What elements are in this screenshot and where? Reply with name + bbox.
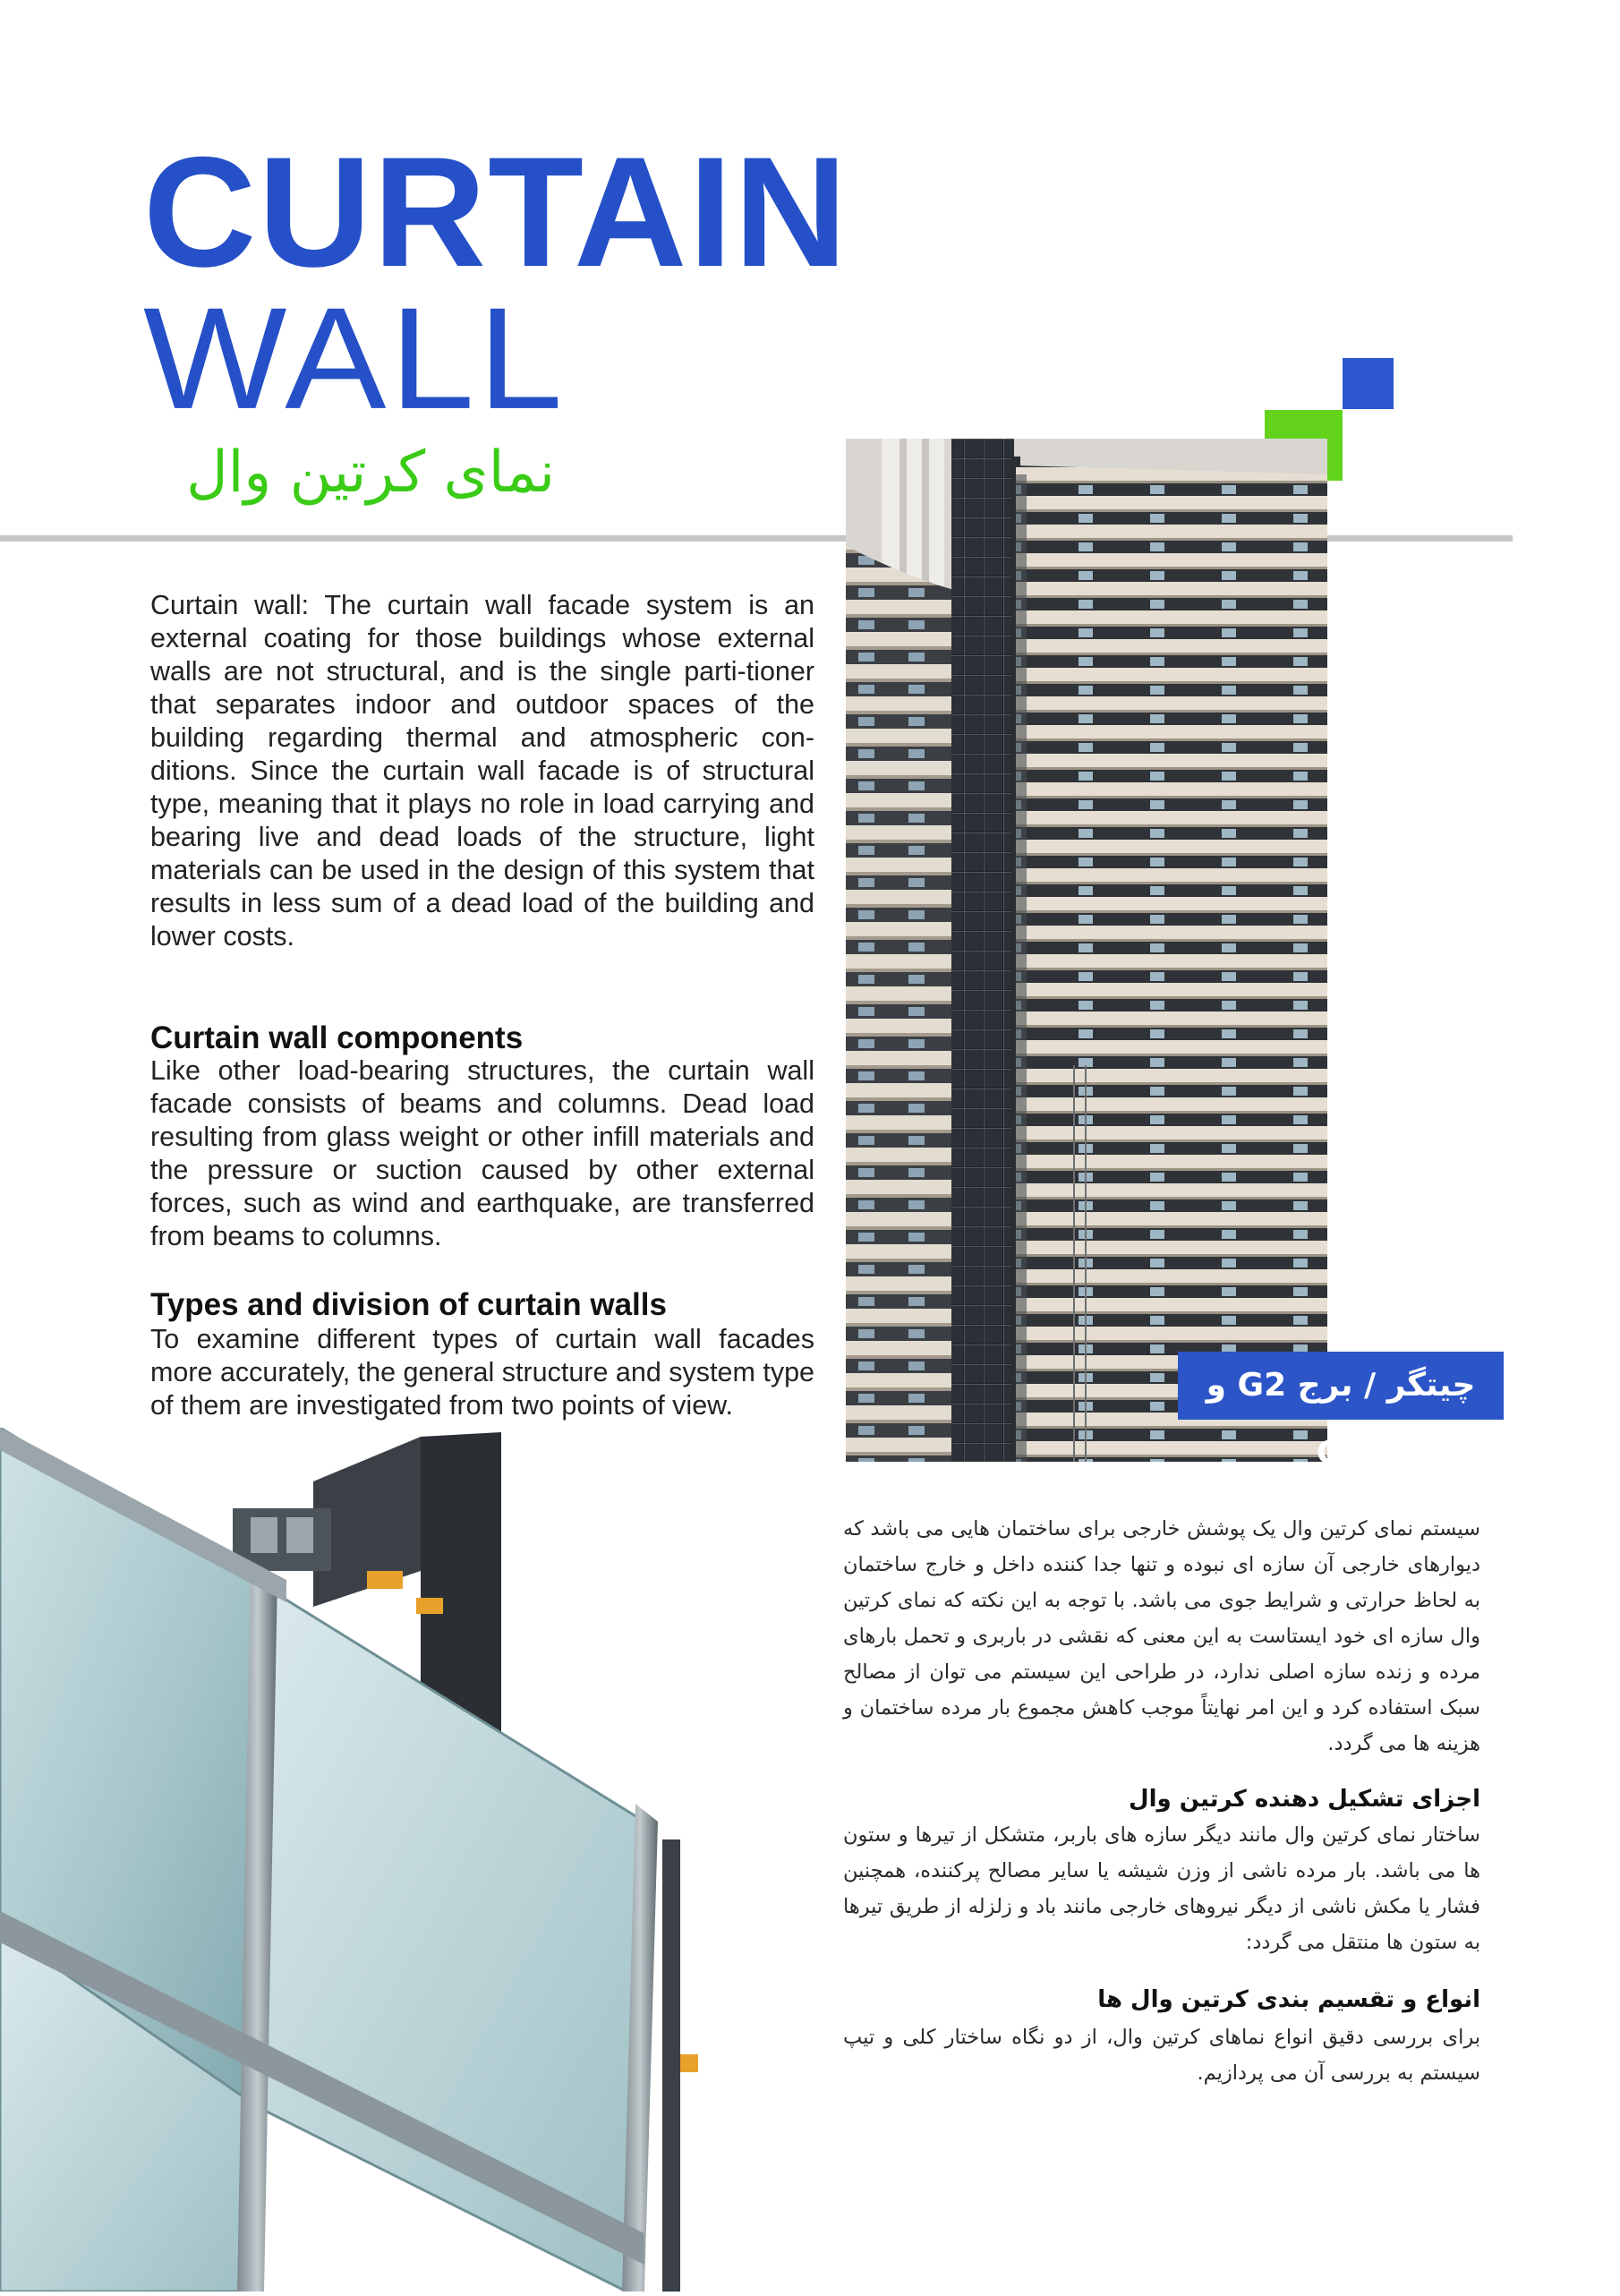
curtain-wall-profile-illustration bbox=[0, 1428, 788, 2292]
tower-photo bbox=[846, 439, 1327, 1462]
persian-components-heading: اجزای تشکیل دهنده کرتین وال bbox=[1129, 1786, 1480, 1813]
persian-components-paragraph: ساختار نمای کرتین وال مانند دیگر سازه های باربر، متشکل از تیرها و ستون ها می باشد. بار مرده ناشی از وزن شیشه یا سایر مصالح پرکننده، همچنین فشار یا مکش ناشی از دیگر نیروهای خارجی مانند باد و زلزله از طریق تیرها به ستون ها منتقل می گردد: bbox=[843, 1823, 1480, 1954]
title-persian: نمای کرتین وال bbox=[186, 440, 555, 506]
persian-types-heading: انواع و تقسیم بندی کرتین وال ها bbox=[1097, 1986, 1480, 2013]
photo-caption-tag: چیتگر / برج G2 و G4 bbox=[1178, 1352, 1504, 1420]
title-curtain: CURTAIN bbox=[143, 125, 849, 300]
english-types-paragraph: To examine different types of curtain wall facades more accurately, the general structure and system type of them are investigated from two points of view. bbox=[150, 1324, 814, 1421]
english-types-heading: Types and division of curtain walls bbox=[150, 1287, 667, 1322]
persian-types-paragraph: برای بررسی دقیق انواع نماهای کرتین وال، از دو نگاه ساختار کلی و تیپ سیستم به بررسی آن می پردازیم. bbox=[843, 2026, 1480, 2085]
decorative-blue-square bbox=[1343, 358, 1394, 409]
english-intro-paragraph: Curtain wall: The curtain wall facade system is an external coating for those buildings whose external walls are not structural, and is the single parti-tioner that separates indoor and outdoor spaces of the building regarding thermal and atmospheric con-ditions. Since the curtain wall facade is of structural type, meaning that it plays no role in load carrying and bearing live and dead loads of the structure, light materials can be used in the design of this system that results in less sum of a dead load of the building and lower costs. bbox=[150, 590, 814, 952]
english-components-heading: Curtain wall components bbox=[150, 1020, 524, 1055]
english-components-paragraph: Like other load-bearing structures, the curtain wall facade consists of beams and columns. Dead load resulting from glass weight or other infill materials and the pressure or suction caused by other external forces, such as wind and earthquake, are transferred from beams to columns. bbox=[150, 1055, 814, 1251]
persian-intro-paragraph: سیستم نمای کرتین وال یک پوشش خارجی برای ساختمان هایی می باشد که دیوارهای خارجی آن سازه ای نبوده و تنها جدا کننده داخل و خارج ساختمان به لحاظ حرارتی و شرایط جوی می باشد. با توجه به این نکته که نمای کرتین وال سازه ای خود ایستاست به این معنی که نقشی در باربری و تحمل بارهای مرده و زنده سازه اصلی ندارد، در طراحی این سیستم می توان از مصالح سبک استفاده کرد و این امر نهایتاً موجب کاهش مجموع بار مرده ساختمان و هزینه ها می گردد. bbox=[843, 1517, 1480, 1755]
title-wall: WALL bbox=[143, 277, 567, 440]
